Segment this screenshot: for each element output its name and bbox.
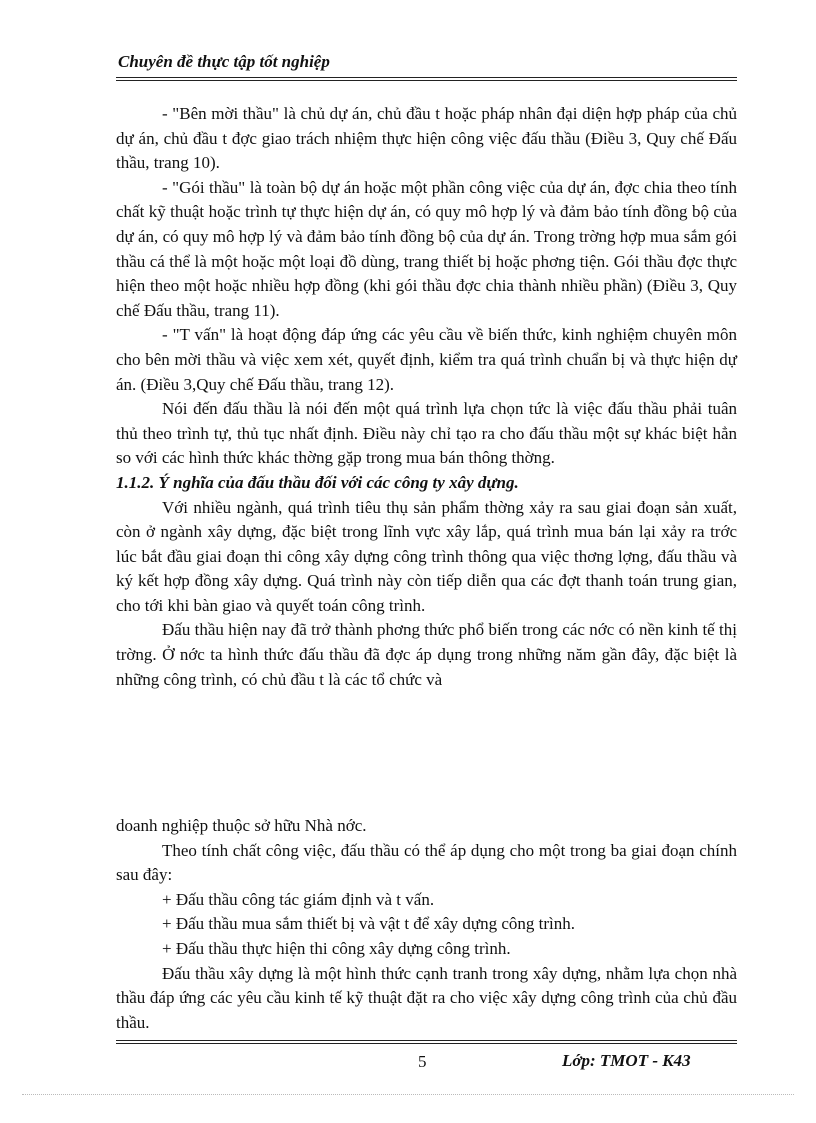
paragraph-theo-tinh-chat: Theo tính chất công việc, đấu thầu có thể áp dụng cho một trong ba giai đoạn chính sau đây: <box>116 840 737 885</box>
paragraph-doanh-nghiep: doanh nghiệp thuộc sở hữu Nhà nớc. <box>116 816 367 835</box>
body-text-lower <box>116 814 737 1035</box>
paragraph-noi-den-dau-thau: Nói đến đấu thầu là nói đến một quá trình lựa chọn tức là việc đấu thầu phải tuân thủ theo trình tự, thủ tục nhất định. Điều này chỉ tạo ra cho đấu thầu một sự khác biệt hẳn so với các hình thức khác thờng gặp trong mua bán thông thờng. <box>116 399 737 468</box>
header-rule-double <box>116 80 737 81</box>
body-text-upper <box>116 102 737 692</box>
paragraph-goi-thau: - "Gói thầu" là toàn bộ dự án hoặc một phần công việc của dự án, đợc chia theo tính chất kỹ thuật hoặc trình tự thực hiện dự án, có quy mô hợp lý và đảm bảo tính đồng bộ của dự án, có quy mô hợp lý và đảm bảo tính đồng bộ của dự án. Trong trờng hợp mua sắm gói thầu cá thể là một hoặc một loại đồ dùng, trang thiết bị hoặc phơng tiện. Gói thầu đợc thực hiện theo một hoặc nhiều hợp đồng (khi gói thầu đợc chia thành nhiều phần) (Điều 3, Quy chế Đấu thầu, trang 11). <box>116 177 737 320</box>
section-heading: 1.1.2. Ý nghĩa của đấu thầu đối với các công ty xây dựng. <box>116 472 519 492</box>
page-edge-divider <box>22 1094 794 1095</box>
list-item: + Đấu thầu mua sắm thiết bị và vật t để xây dựng công trình. <box>162 914 576 934</box>
paragraph-nganh-xay-dung: Với nhiều ngành, quá trình tiêu thụ sản phẩm thờng xảy ra sau giai đoạn sản xuất, còn ở ngành xây dựng, đặc biệt trong lĩnh vực xây lắp, quá trình mua bán lại xảy ra trớc lúc bắt đầu giai đoạn thi công xây dựng công trình thông qua việc thơng lợng, đấu thầu và ký kết hợp đồng xây dựng. Quá trình này còn tiếp diễn qua các đợt thanh toán trung gian, cho tới khi bàn giao và quyết toán công trình. <box>116 497 737 615</box>
footer-class-label: Lớp: TMOT - K43 <box>562 1051 691 1070</box>
paragraph-tu-van: - "T vấn" là hoạt động đáp ứng các yêu cầu về biến thức, kinh nghiệm chuyên môn cho bên mời thầu và việc xem xét, quyết định, kiểm tra quá trình chuẩn bị và thực hiện dự án. (Điều 3,Quy chế Đấu thầu, trang 12). <box>116 325 737 394</box>
page-number: 5 <box>418 1052 427 1071</box>
footer-rule <box>116 1040 737 1041</box>
header-title: Chuyên đề thực tập tốt nghiệp <box>118 52 330 71</box>
paragraph-ben-moi-thau: - "Bên mời thầu" là chủ dự án, chủ đầu t hoặc pháp nhân đại diện hợp pháp của chủ dự án, chủ đầu t đợc giao trách nhiệm thực hiện công việc đấu thầu (Điều 3, Quy chế Đấu thầu, trang 10). <box>116 104 737 173</box>
list-item: + Đấu thầu thực hiện thi công xây dựng công trình. <box>162 938 511 958</box>
header-rule <box>116 77 737 78</box>
list-item: + Đấu thầu công tác giám định và t vấn. <box>162 889 435 909</box>
paragraph-dau-thau-xay-dung: Đấu thầu xây dựng là một hình thức cạnh tranh trong xây dựng, nhằm lựa chọn nhà thầu đáp ứng các yêu cầu kinh tế kỹ thuật đặt ra cho việc xây dựng công trình của chủ đầu thầu. <box>116 963 737 1032</box>
footer-rule-double <box>116 1043 737 1044</box>
paragraph-dau-thau-hien-nay: Đấu thầu hiện nay đã trở thành phơng thức phổ biến trong các nớc có nền kinh tế thị trờng. Ở nớc ta hình thức đấu thầu đã đợc áp dụng trong những năm gần đây, đặc biệt là những công trình, có chủ đầu t là các tổ chức và <box>116 620 737 689</box>
